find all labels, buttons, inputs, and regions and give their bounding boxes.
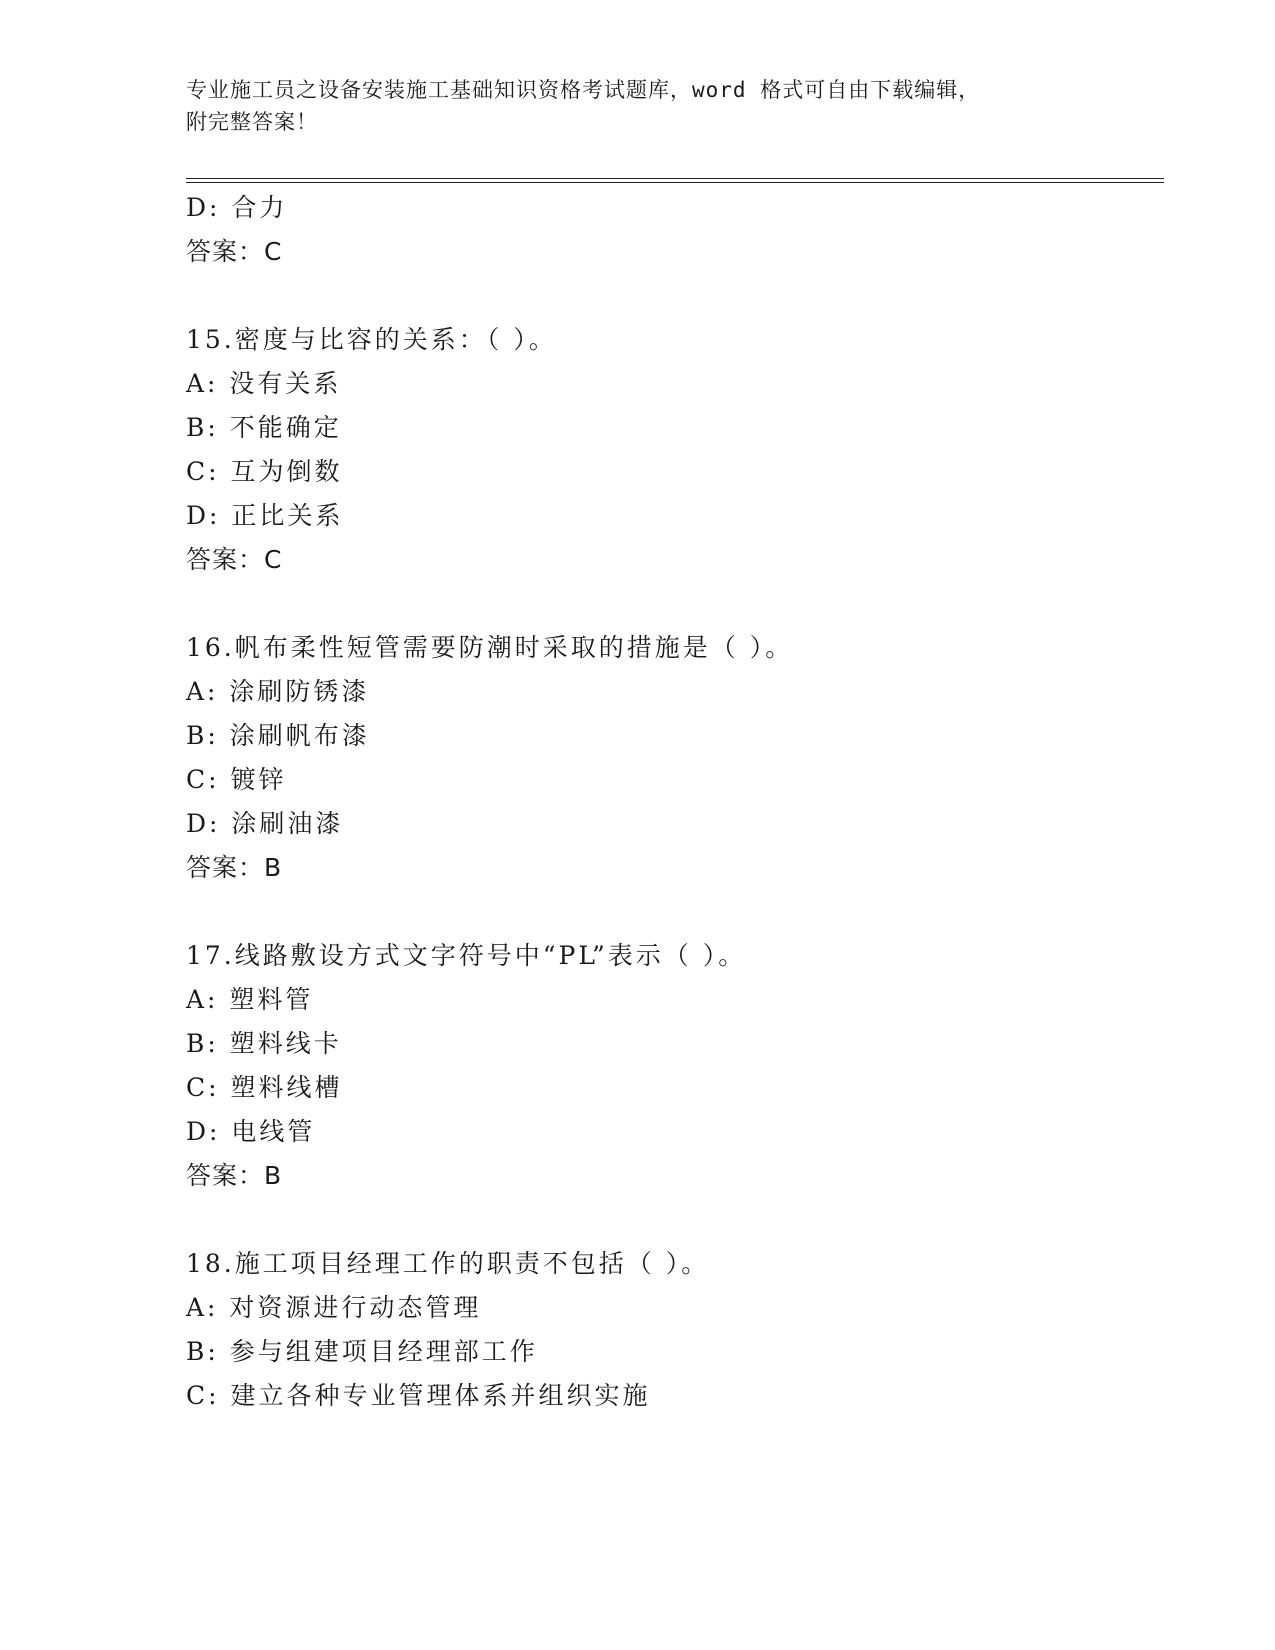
option-d: D: 涂刷油漆	[186, 809, 344, 838]
option-c: C: 互为倒数	[186, 457, 343, 486]
option-a: A: 没有关系	[186, 369, 342, 398]
prev-option-d: D: 合力	[186, 193, 288, 222]
answer: 答案：B	[186, 1161, 283, 1190]
option-b: B: 涂刷帆布漆	[186, 721, 370, 750]
option-b: B: 不能确定	[186, 413, 342, 442]
question-stem: 15.密度与比容的关系：（ ）。	[186, 325, 557, 354]
option-b: B: 塑料线卡	[186, 1029, 342, 1058]
option-c: C: 镀锌	[186, 765, 287, 794]
option-a: A: 涂刷防锈漆	[186, 677, 370, 706]
header-line-1: 专业施工员之设备安装施工基础知识资格考试题库，word 格式可自由下载编辑，	[186, 78, 981, 102]
question-stem: 18.施工项目经理工作的职责不包括（ ）。	[186, 1249, 710, 1278]
question-stem: 17.线路敷设方式文字符号中“PL”表示（ ）。	[186, 941, 747, 970]
answer: 答案：C	[186, 545, 283, 574]
option-d: D: 正比关系	[186, 501, 344, 530]
option-b: B: 参与组建项目经理部工作	[186, 1337, 538, 1366]
header-rule-top	[186, 178, 1164, 179]
header-rule-bottom	[186, 182, 1164, 183]
option-d: D: 电线管	[186, 1117, 316, 1146]
header-line-2: 附完整答案！	[186, 110, 318, 134]
document-header	[186, 74, 1066, 138]
option-c: C: 塑料线槽	[186, 1073, 343, 1102]
prev-answer: 答案：C	[186, 237, 283, 266]
option-c: C: 建立各种专业管理体系并组织实施	[186, 1381, 651, 1410]
question-stem: 16.帆布柔性短管需要防潮时采取的措施是（ ）。	[186, 633, 794, 662]
option-a: A: 塑料管	[186, 985, 314, 1014]
answer: 答案：B	[186, 853, 283, 882]
option-a: A: 对资源进行动态管理	[186, 1293, 482, 1322]
